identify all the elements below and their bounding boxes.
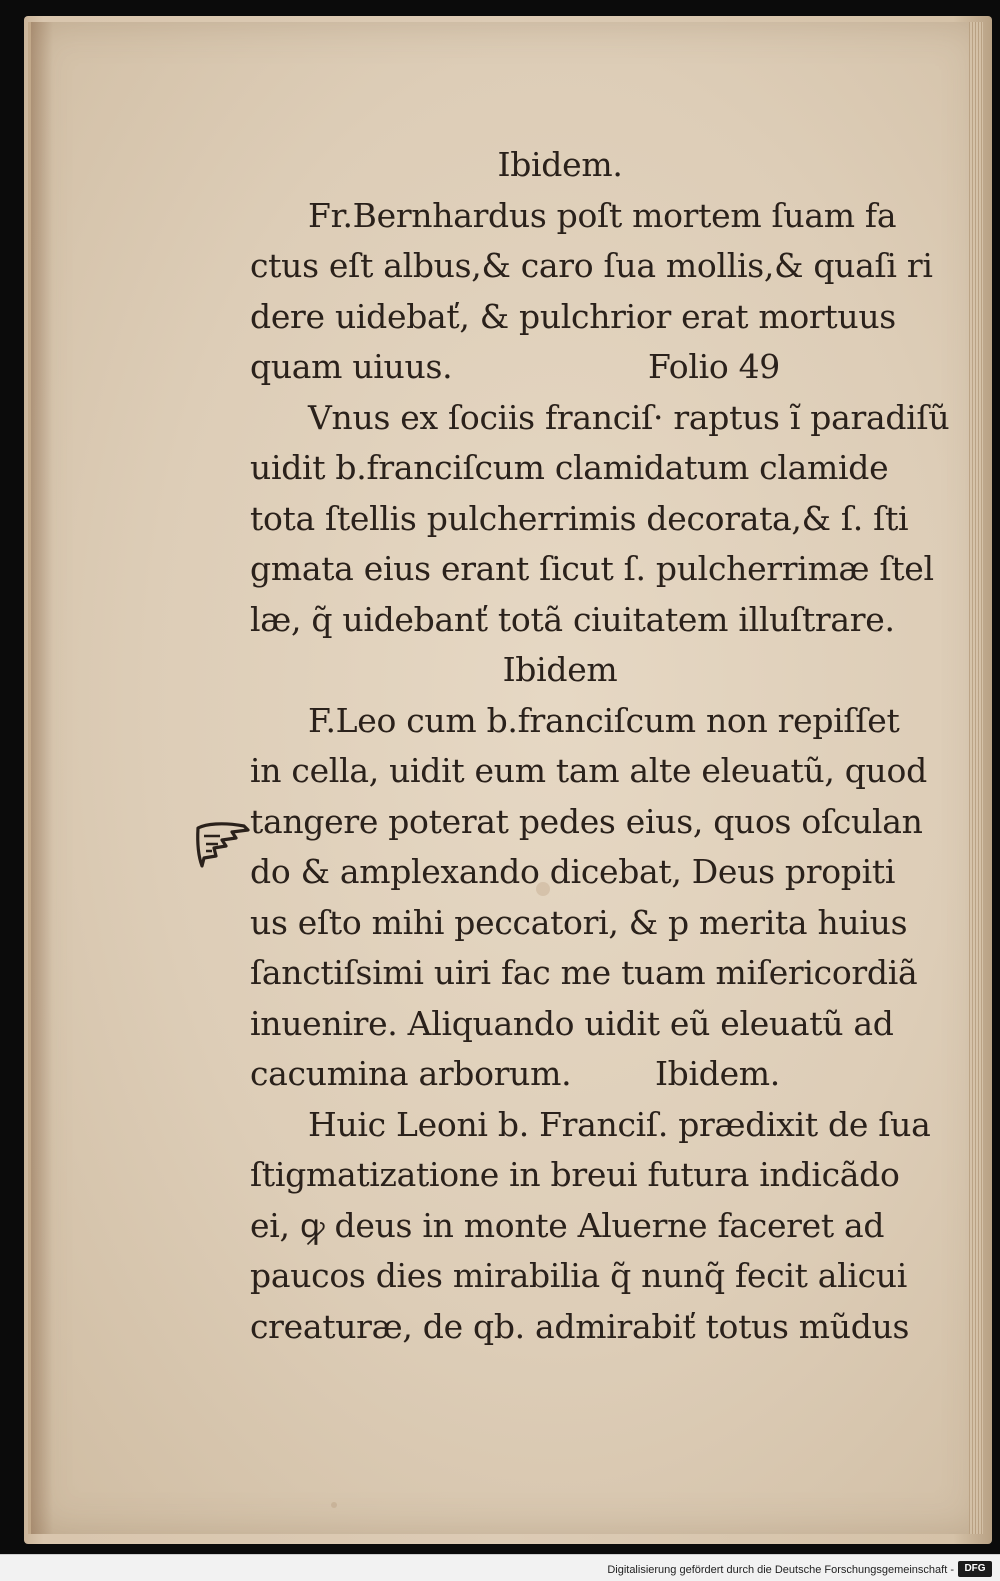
dfg-logo: DFG [958, 1561, 992, 1577]
text-line: dere uidebať, & pulchrior erat mortuus [250, 296, 896, 336]
text-line: Ibidem. [497, 145, 623, 184]
paper-stain [331, 1502, 337, 1508]
text-line: læ, q̃ uidebanť totã ciuitatem illuſtrare. [250, 599, 895, 639]
funding-credit: Digitalisierung gefördert durch die Deutsche Forschungsgemeinschaft - [607, 1564, 954, 1576]
text-line [250, 342, 950, 393]
text-line: Fr.Bernhardus poſt mortem ſuam fa [308, 195, 897, 235]
text-line-body: cacumina arborum. [250, 1054, 572, 1093]
text-line: ſtigmatizatione in breui futura indicãdo [250, 1155, 900, 1194]
text-line: tangere poterat pedes eius, quos oſculan [250, 801, 923, 841]
text-line: in cella, uidit eum tam alte eleuatũ, quod [250, 751, 927, 790]
text-line: ei, ꝙ deus in monte Aluerne faceret ad [250, 1205, 885, 1245]
footer-bar [0, 1554, 1000, 1581]
fore-edge [969, 22, 983, 1534]
folio-reference: Ibidem. [654, 1054, 780, 1093]
text-line: creaturæ, de qb. admirabiť totus mũdus [250, 1306, 910, 1346]
text-line: Vnus ex ſociis franciſ· raptus ĩ paradiſũ [308, 397, 950, 437]
spine-shadow [31, 22, 53, 1534]
text-line: Ibidem [502, 650, 618, 689]
text-line-body: quam uiuus. [250, 347, 453, 386]
page-text-block [250, 140, 950, 1352]
text-line: paucos dies mirabilia q̃ nunq̃ fecit alicui [250, 1256, 907, 1295]
text-line: gmata eius erant ſicut ſ. pulcherrimæ ſtel [250, 549, 934, 588]
text-line: inuenire. Aliquando uidit eũ eleuatũ ad [250, 1003, 894, 1043]
text-line [250, 1049, 950, 1100]
text-line: F.Leo cum b.franciſcum non repiſſet [308, 700, 900, 740]
text-line: do & amplexando dicebat, Deus propiti [250, 852, 896, 891]
manicule-pointing-hand-icon [192, 818, 252, 872]
text-line: Huic Leoni b. Franciſ. prædixit de ſua [308, 1104, 931, 1144]
text-line: ſanctiſsimi uiri fac me tuam miſericordiã [250, 953, 918, 992]
folio-reference: Folio 49 [647, 347, 780, 386]
text-line: us eſto mihi peccatori, & p merita huius [250, 902, 908, 942]
text-line: uidit b.franciſcum clamidatum clamide [250, 448, 889, 487]
text-line: ctus eſt albus,& caro ſua mollis,& quaſi ri [250, 246, 933, 285]
text-line: tota ſtellis pulcherrimis decorata,& ſ. ſti [250, 498, 909, 538]
